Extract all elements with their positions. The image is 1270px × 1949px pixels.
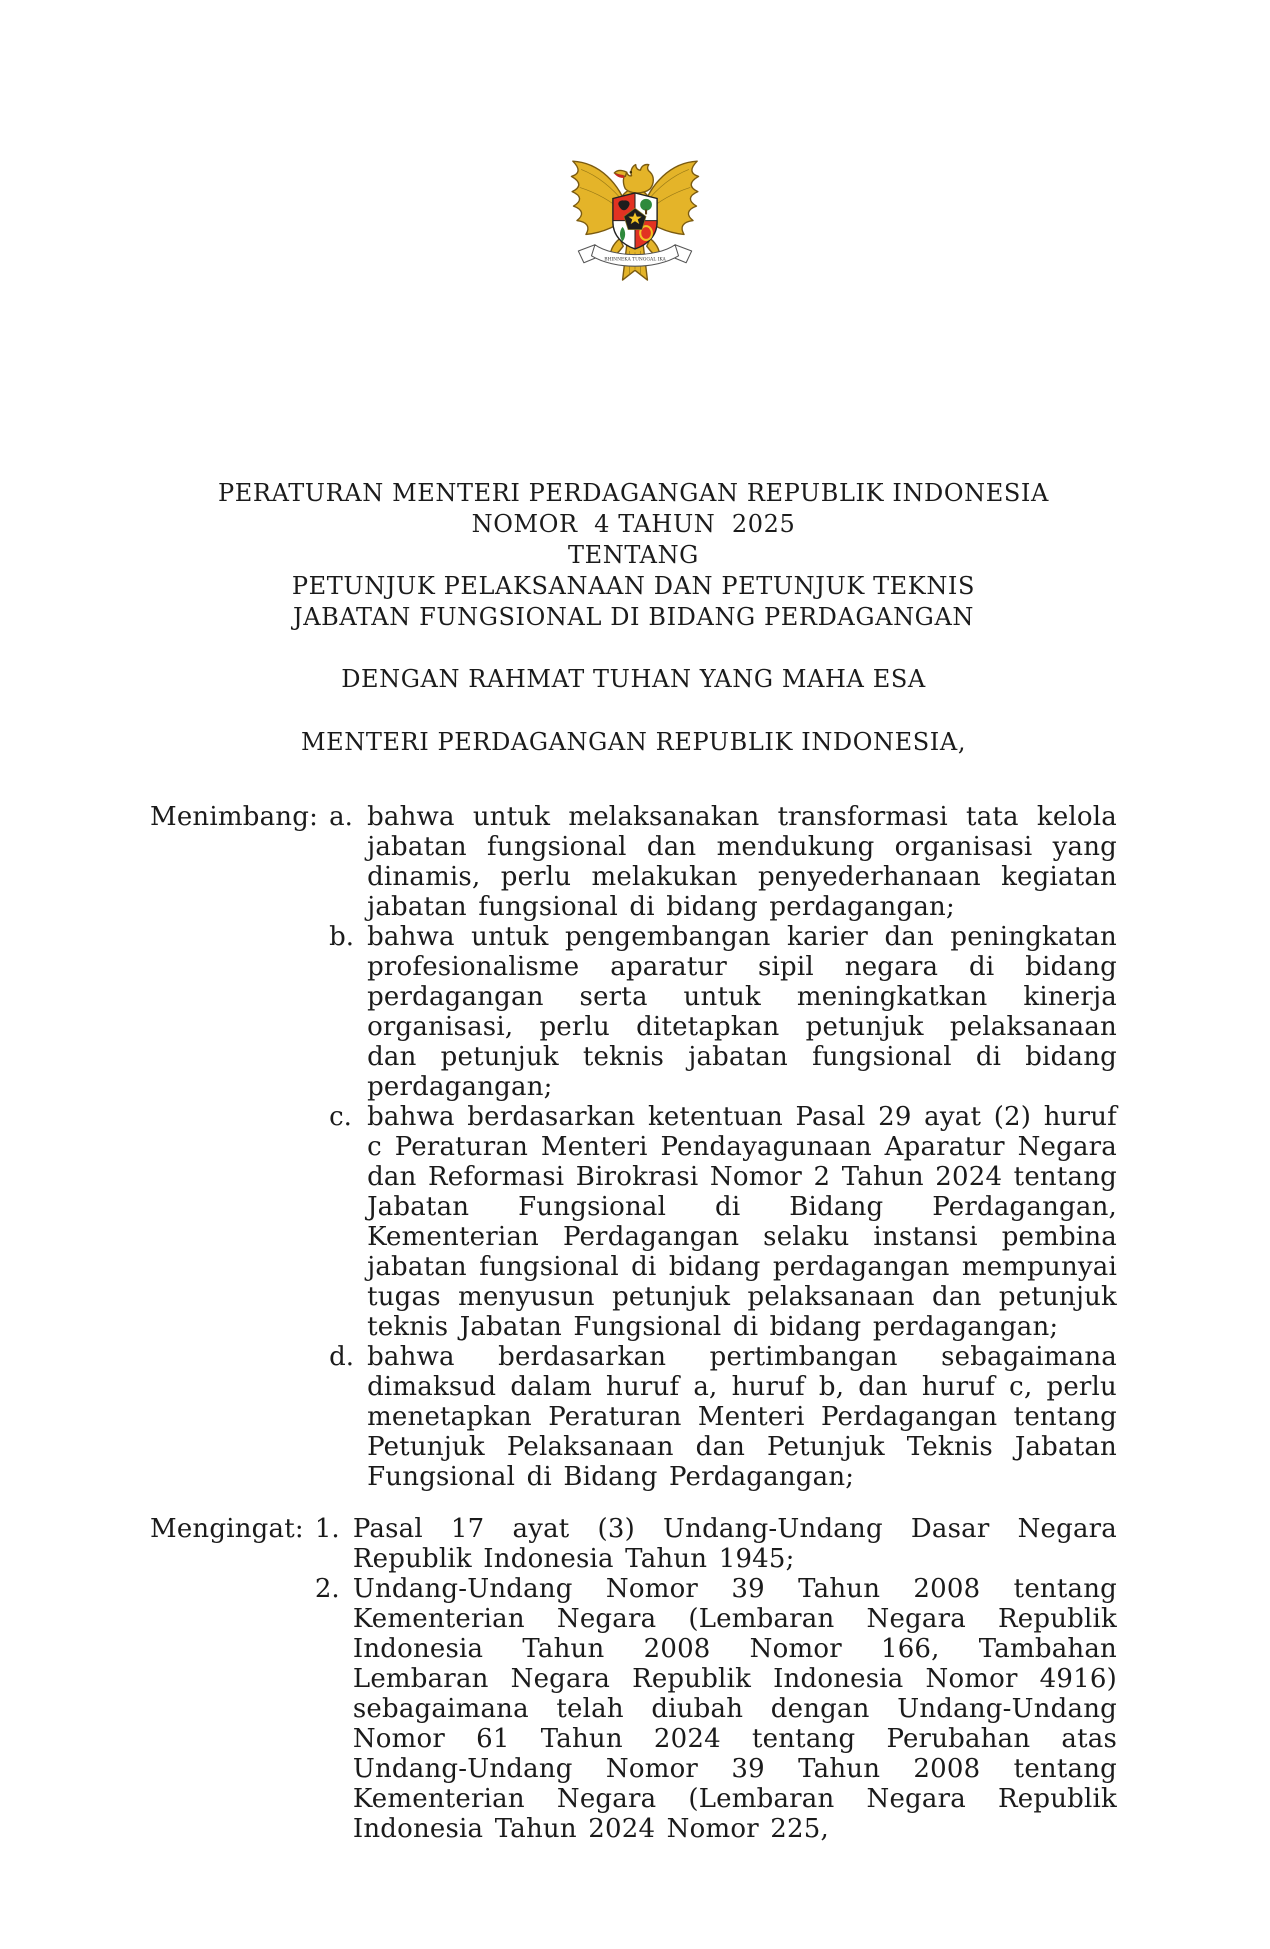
item-marker: d.	[329, 1342, 354, 1372]
considering-item-c	[329, 1102, 1117, 1342]
considering-item-a	[329, 802, 1117, 922]
considering-colon: :	[309, 802, 318, 832]
considering-items	[329, 802, 1117, 1492]
item-text: bahwa untuk melaksanakan transformasi tata kelola jabatan fungsional dan mendukung organisasi yang dinamis, perlu melakukan penyederhanaan kegiatan jabatan fungsional di bidang perdagangan;	[367, 802, 1117, 922]
eye	[630, 171, 632, 173]
item-text: bahwa berdasarkan pertimbangan sebagaimana dimaksud dalam huruf a, huruf b, dan huruf c, perlu menetapkan Peraturan Menteri Perdagangan tentang Petunjuk Pelaksanaan dan Petunjuk Teknis Jabatan Fungsional di Bidang Perdagangan;	[367, 1342, 1117, 1492]
item-text: bahwa untuk pengembangan karier dan peningkatan profesionalisme aparatur sipil negara di bidang perdagangan serta untuk meningkatkan kinerja organisasi, perlu ditetapkan petunjuk pelaksanaan dan petunjuk teknis jabatan fungsional di bidang perdagangan;	[367, 922, 1117, 1102]
title-line-subject-2: JABATAN FUNGSIONAL DI BIDANG PERDAGANGAN	[293, 603, 974, 631]
item-text: Pasal 17 ayat (3) Undang-Undang Dasar Negara Republik Indonesia Tahun 1945;	[352, 1514, 1117, 1574]
item-text: bahwa berdasarkan ketentuan Pasal 29 ayat (2) huruf c Peraturan Menteri Pendayagunaan Aparatur Negara dan Reformasi Birokrasi Nomor 2 Tahun 2024 tentang Jabatan Fungsional di Bidang Perdagangan, Kementerian Perdagangan selaku instansi pembina jabatan fungsional di bidang perdagangan mempunyai tugas menyusun petunjuk pelaksanaan dan petunjuk teknis Jabatan Fungsional di bidang perdagangan;	[367, 1102, 1117, 1342]
document-title-block	[150, 478, 1117, 633]
considering-section	[150, 802, 1117, 1492]
title-line-number: NOMOR 4 TAHUN 2025	[471, 510, 796, 538]
recalling-items	[315, 1514, 1117, 1844]
motto-text: BHINNEKA TUNGGAL IKA	[604, 257, 666, 263]
invocation-line: DENGAN RAHMAT TUHAN YANG MAHA ESA	[341, 665, 926, 693]
recalling-label: Mengingat	[150, 1514, 295, 1544]
document-content	[150, 478, 1117, 1844]
recalling-colon: :	[294, 1514, 304, 1544]
item-marker: a.	[329, 802, 353, 832]
title-line-subject-1: PETUNJUK PELAKSANAAN DAN PETUNJUK TEKNIS	[291, 572, 976, 600]
recalling-item-1	[315, 1514, 1117, 1574]
title-line-tentang: TENTANG	[568, 541, 699, 569]
recalling-item-2	[315, 1574, 1117, 1844]
garuda-pancasila-icon	[559, 133, 711, 293]
title-line-regulation: PERATURAN MENTERI PERDAGANGAN REPUBLIK INDONESIA	[218, 479, 1049, 507]
item-marker: c.	[329, 1102, 352, 1132]
head	[623, 165, 653, 193]
item-marker: 2.	[314, 1574, 340, 1604]
item-marker: b.	[329, 922, 354, 952]
item-text: Undang-Undang Nomor 39 Tahun 2008 tentang Kementerian Negara (Lembaran Negara Republik Indonesia Tahun 2008 Nomor 166, Tambahan Lembaran Negara Republik Indonesia Nomor 4916) sebagaimana telah diubah dengan Undang-Undang Nomor 61 Tahun 2024 tentang Perubahan atas Undang-Undang Nomor 39 Tahun 2008 tentang Kementerian Negara (Lembaran Negara Republik Indonesia Tahun 2024 Nomor 225,	[352, 1574, 1117, 1844]
item-marker: 1.	[314, 1514, 340, 1544]
recalling-section	[150, 1514, 1117, 1844]
banyan-tree-icon	[640, 199, 652, 211]
authority-line: MENTERI PERDAGANGAN REPUBLIK INDONESIA,	[300, 728, 967, 756]
garuda-pancasila-emblem	[559, 133, 711, 293]
considering-item-d	[329, 1342, 1117, 1492]
considering-item-b	[329, 922, 1117, 1102]
considering-label: Menimbang	[150, 802, 310, 832]
